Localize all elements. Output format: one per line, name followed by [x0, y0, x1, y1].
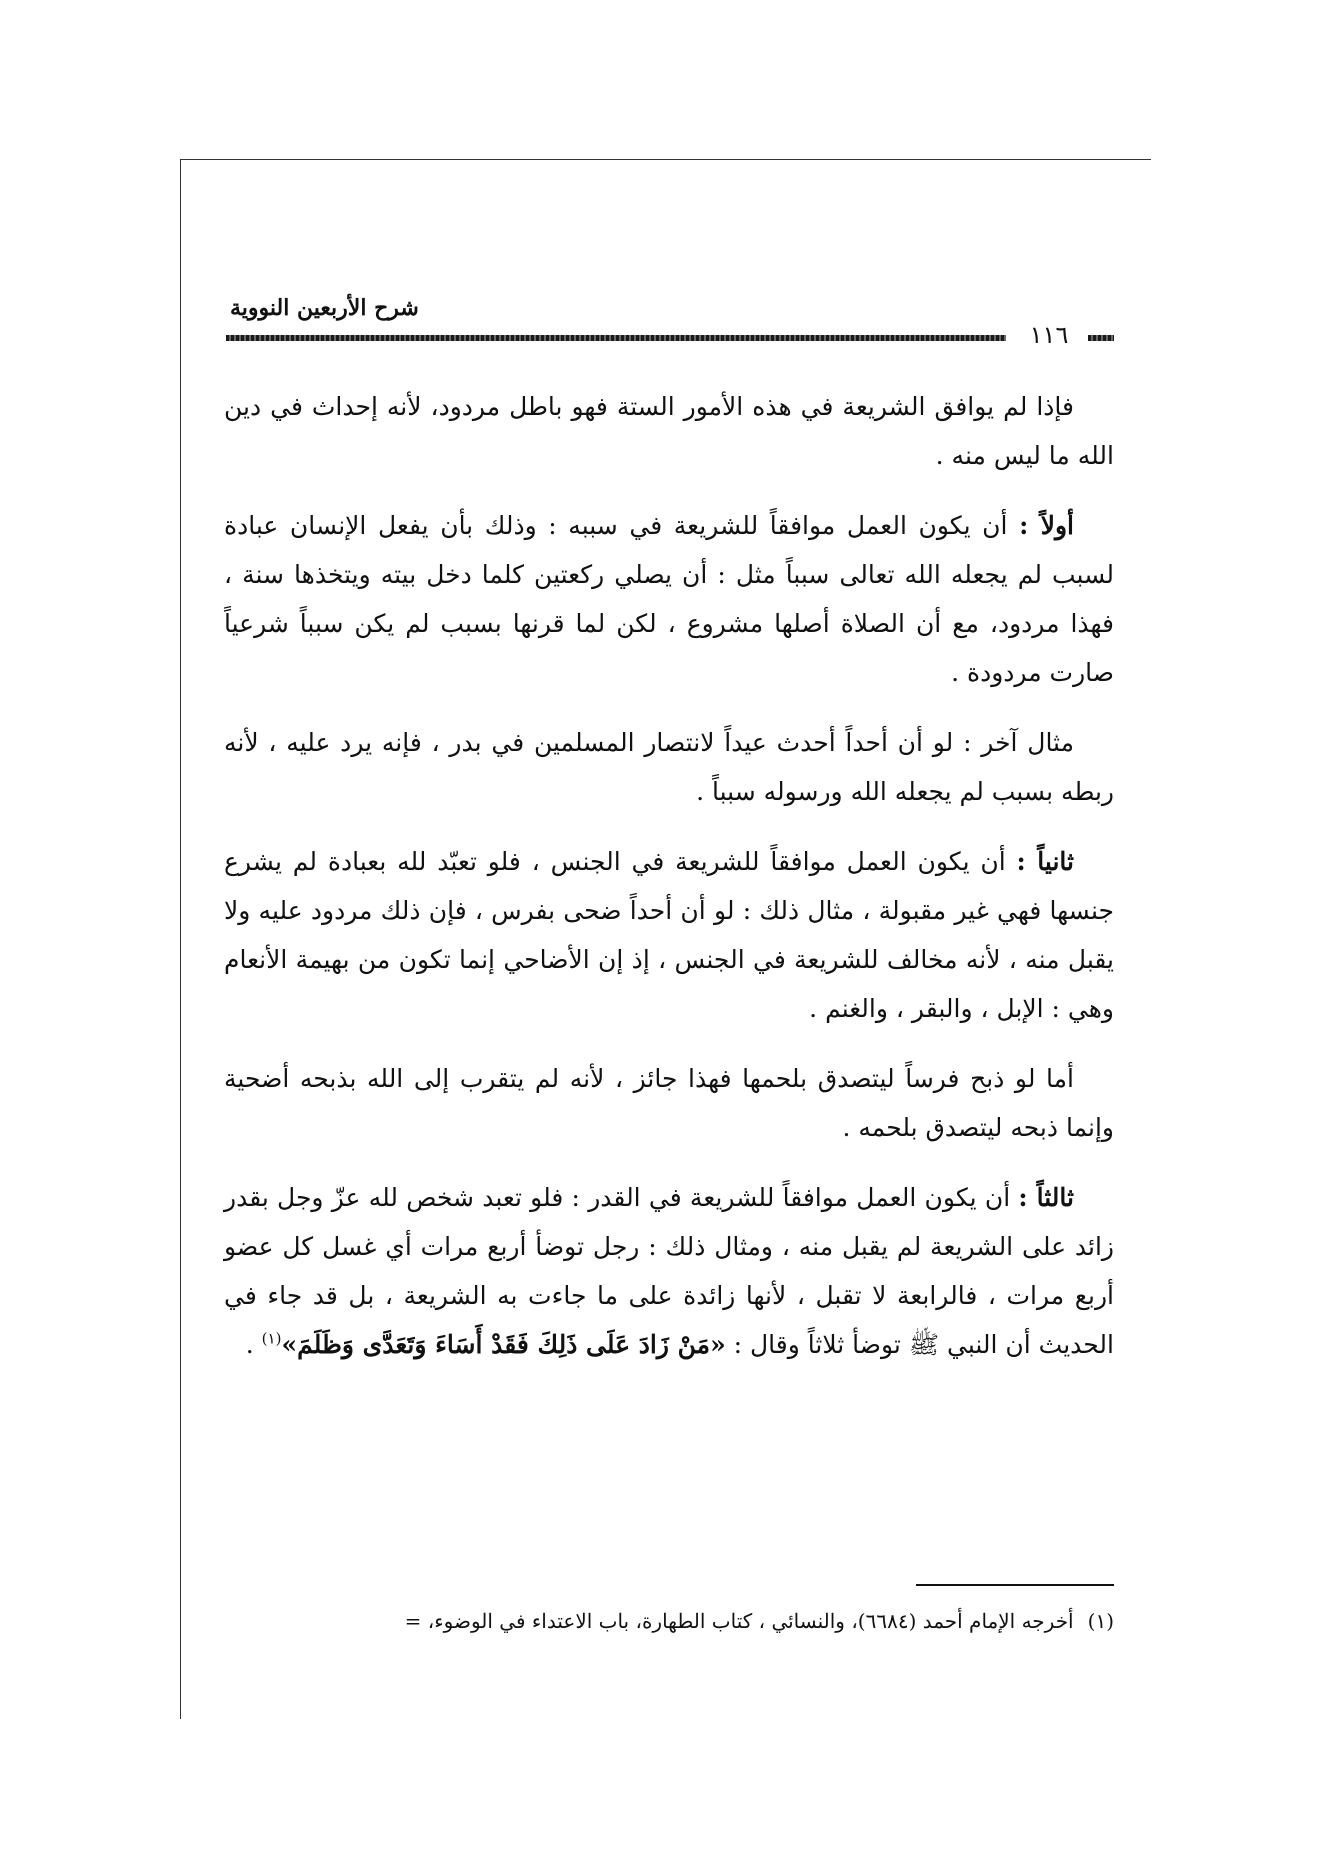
header-rule-stub — [1088, 335, 1114, 341]
paragraph-1 — [224, 382, 1114, 480]
paragraph-6 — [224, 1173, 1114, 1369]
running-title: شرح الأربعين النووية — [230, 295, 419, 321]
paragraph-1-text: فإذا لم يوافق الشريعة في هذه الأمور الستة فهو باطل مردود، لأنه إحداث في دين الله ما ليس منه . — [224, 392, 1114, 470]
page-number: ١١٦ — [1029, 321, 1069, 349]
paragraph-2-lead: أولاً : — [1019, 511, 1074, 540]
paragraph-3 — [224, 718, 1114, 816]
paragraph-3-text: مثال آخر : لو أن أحداً أحدث عيداً لانتصار المسلمين في بدر ، فإنه يرد عليه ، لأنه ربطه بسبب لم يجعله الله ورسوله سبباً . — [224, 728, 1114, 806]
paragraph-6-end: . — [245, 1330, 262, 1359]
paragraph-5-text: أما لو ذبح فرساً ليتصدق بلحمها فهذا جائز ، لأنه لم يتقرب إلى الله بذبحه أضحية وإنما ذبحه ليتصدق بلحمه . — [224, 1064, 1114, 1142]
paragraph-4-lead: ثانياً : — [1016, 847, 1074, 876]
scan-frame-top-line — [180, 159, 1151, 160]
footnote — [224, 1604, 1114, 1638]
paragraph-4 — [224, 837, 1114, 1033]
header-rule — [226, 335, 1006, 341]
paragraph-5 — [224, 1054, 1114, 1152]
paragraph-4-text: أن يكون العمل موافقاً للشريعة في الجنس ، فلو تعبّد لله بعبادة لم يشرع جنسها فهي غير مقبولة ، مثال ذلك : لو أن أحداً ضحى بفرس ، فإن ذلك مردود عليه ولا يقبل منه ، لأنه مخالف للشريعة في الجنس ، إذ إن الأضاحي إنما تكون من بهيمة الأنعام وهي : الإبل ، والبقر ، والغنم . — [224, 847, 1114, 1023]
paragraph-6-text: أن يكون العمل موافقاً للشريعة في القدر : فلو تعبد شخص لله عزّ وجل بقدر زائد على الشريعة لم يقبل منه ، ومثال ذلك : رجل توضأ أربع مرات أي غسل كل عضو أربع مرات ، فالرابعة لا تقبل ، لأنها زائدة على ما جاءت به الشريعة ، بل قد جاء في الحديث أن النبي ﷺ توضأ ثلاثاً وقال : — [224, 1183, 1114, 1359]
main-text — [224, 382, 1114, 1390]
paragraph-2 — [224, 501, 1114, 697]
running-header — [226, 295, 1114, 355]
footnote-separator — [916, 1584, 1114, 1586]
paragraph-6-lead: ثالثاً : — [1018, 1183, 1074, 1212]
paragraph-2-text: أن يكون العمل موافقاً للشريعة في سببه : وذلك بأن يفعل الإنسان عبادة لسبب لم يجعله الله تعالى سبباً مثل : أن يصلي ركعتين كلما دخل بيته ويتخذها سنة ، فهذا مردود، مع أن الصلاة أصلها مشروع ، لكن لما قرنها بسبب لم يكن سبباً شرعياً صارت مردودة . — [224, 511, 1114, 687]
hadith-quote: «مَنْ زَادَ عَلَى ذَلِكَ فَقَدْ أَسَاءَ وَتَعَدَّى وَظَلَمَ» — [281, 1330, 726, 1359]
footnote-marker: (١) — [1087, 1609, 1114, 1633]
scan-frame-left-line — [180, 159, 181, 1719]
footnote-text: أخرجه الإمام أحمد (٦٦٨٤)، والنسائي ، كتاب الطهارة، باب الاعتداء في الوضوء، = — [404, 1609, 1074, 1633]
footnote-reference[interactable]: (١) — [261, 1329, 282, 1348]
